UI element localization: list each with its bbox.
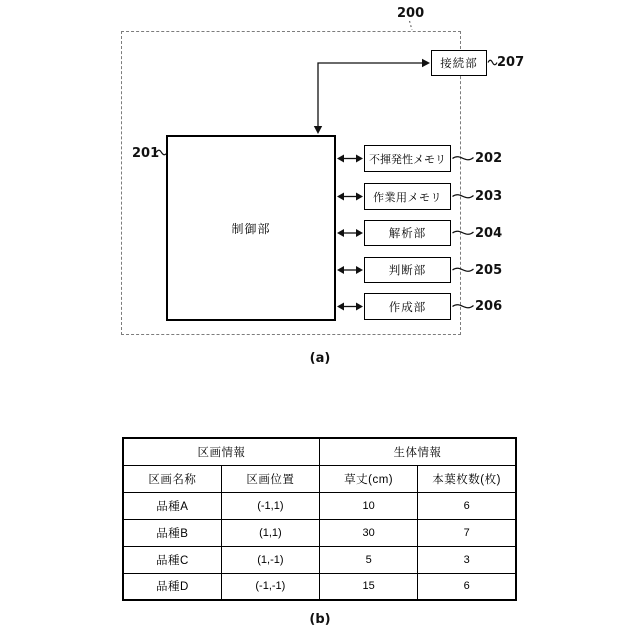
cell-plant-height: 10 [320, 492, 418, 519]
cell-plot-position: (1,1) [221, 519, 319, 546]
ref-label-206: 206 [475, 299, 503, 314]
cell-leaf-count: 6 [418, 492, 516, 519]
group-header-biometric-info: 生体情報 [320, 438, 517, 465]
table-column-header-row [123, 465, 516, 492]
block-working-memory: 作業用メモリ [364, 183, 451, 210]
col-header-plot-name: 区画名称 [123, 465, 221, 492]
ref-label-202: 202 [475, 151, 503, 166]
block-decision-unit: 判断部 [364, 257, 451, 283]
cell-plant-height: 5 [320, 546, 418, 573]
cell-plant-height: 30 [320, 519, 418, 546]
cell-plant-height: 15 [320, 573, 418, 600]
col-header-leaf-count: 本葉枚数(枚) [418, 465, 516, 492]
table-group-header-row [123, 438, 516, 465]
ref-207-tilde-connector [488, 60, 497, 65]
table-row [123, 519, 516, 546]
cell-plot-name: 品種C [123, 546, 221, 573]
cell-plot-name: 品種D [123, 573, 221, 600]
ref-label-201: 201 [132, 146, 160, 161]
cell-plot-position: (-1,-1) [221, 573, 319, 600]
block-nonvolatile-memory: 不揮発性メモリ [364, 145, 451, 172]
block-control-unit: 制御部 [166, 135, 336, 321]
table-row [123, 546, 516, 573]
caption-part-b: (b) [309, 612, 331, 627]
col-header-plant-height: 草丈(cm) [320, 465, 418, 492]
ref-label-207: 207 [497, 55, 525, 70]
caption-part-a: (a) [309, 351, 331, 366]
block-creation-unit: 作成部 [364, 293, 451, 320]
ref-label-204: 204 [475, 226, 503, 241]
ref-label-205: 205 [475, 263, 503, 278]
cell-plot-position: (1,-1) [221, 546, 319, 573]
ref-label-200: 200 [397, 6, 425, 21]
ref-200-leader-line [410, 21, 413, 30]
table-row [123, 492, 516, 519]
ref-label-203: 203 [475, 189, 503, 204]
cell-plot-name: 品種B [123, 519, 221, 546]
table-row [123, 573, 516, 600]
cell-plot-name: 品種A [123, 492, 221, 519]
block-connection-unit: 接続部 [431, 50, 487, 76]
group-header-plot-info: 区画情報 [123, 438, 320, 465]
cell-leaf-count: 3 [418, 546, 516, 573]
col-header-plot-position: 区画位置 [221, 465, 319, 492]
plot-information-table [122, 437, 517, 601]
cell-leaf-count: 7 [418, 519, 516, 546]
cell-leaf-count: 6 [418, 573, 516, 600]
block-analysis-unit: 解析部 [364, 220, 451, 246]
cell-plot-position: (-1,1) [221, 492, 319, 519]
